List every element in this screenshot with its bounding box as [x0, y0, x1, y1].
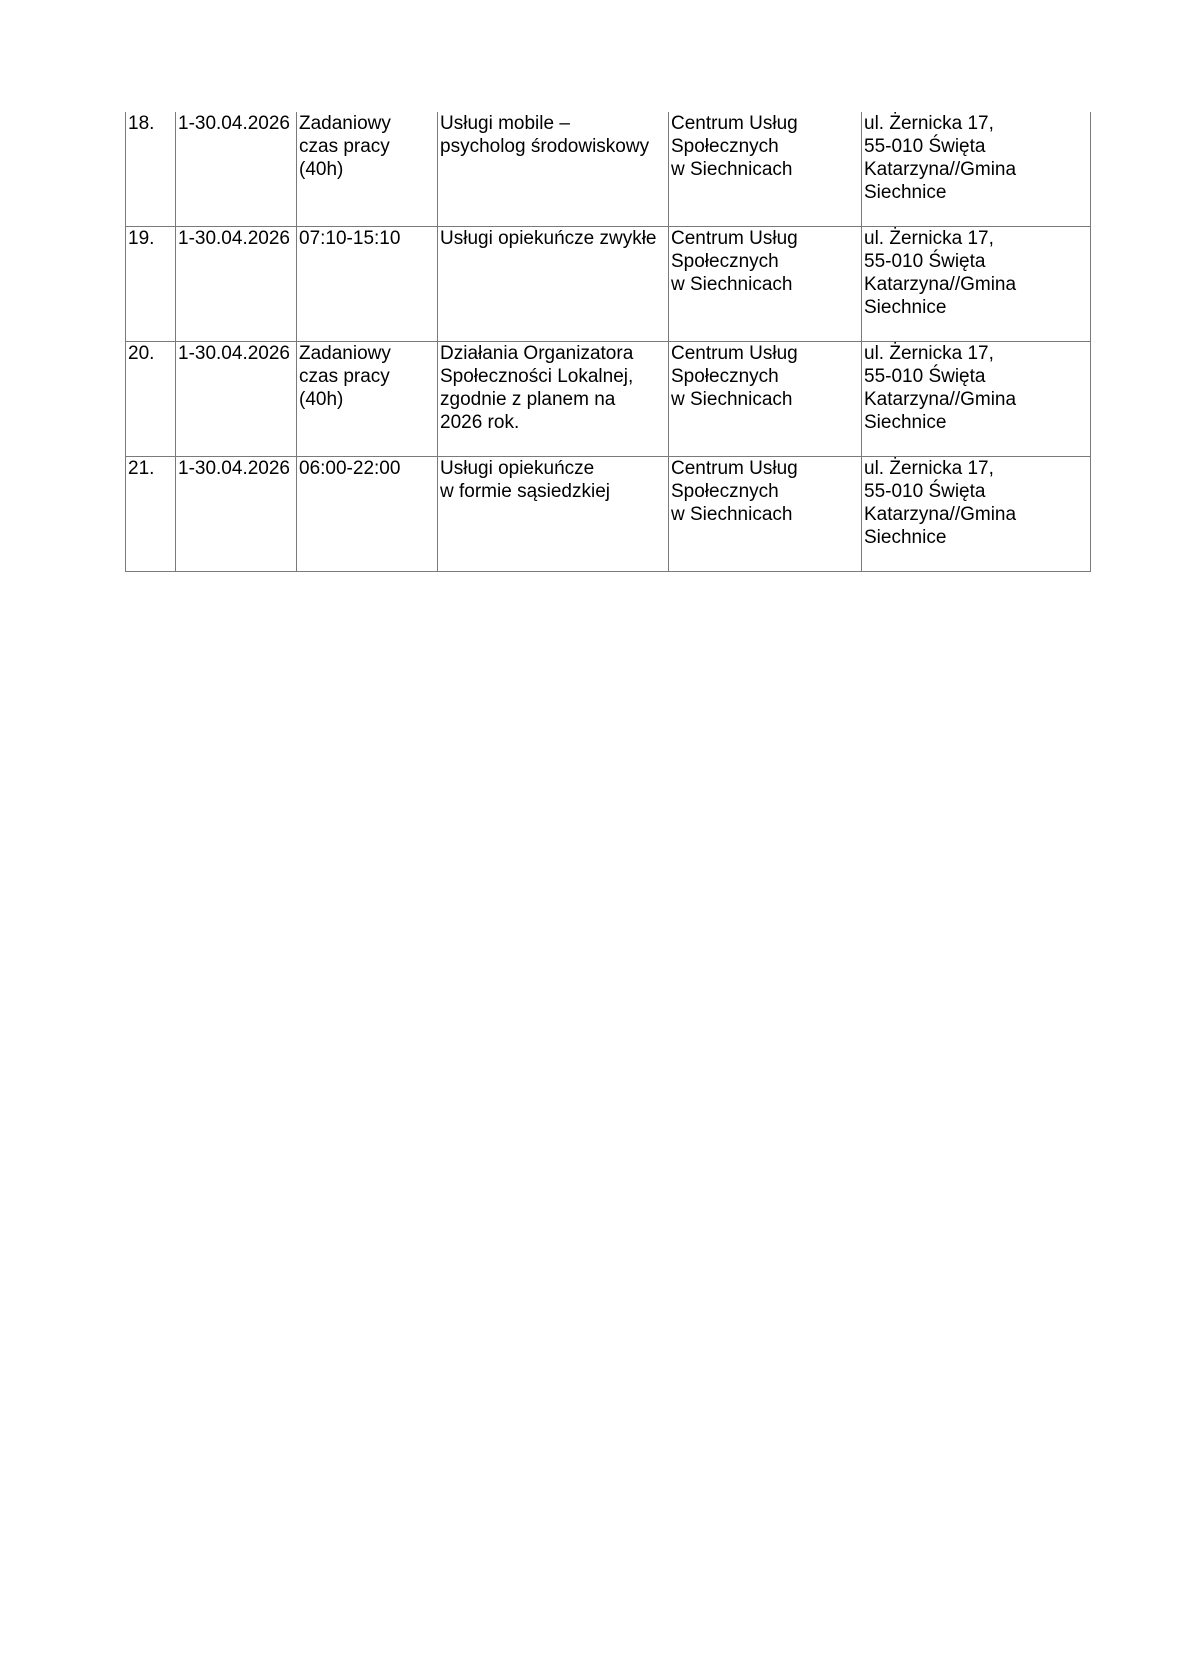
- schedule-table: [125, 112, 1091, 572]
- date-cell: 1-30.04.2026: [176, 342, 297, 457]
- service-cell: Usługi mobile – psycholog środowiskowy: [438, 112, 669, 227]
- organizer-cell: Centrum Usług Społecznych w Siechnicach: [669, 457, 862, 572]
- organizer-cell: Centrum Usług Społecznych w Siechnicach: [669, 112, 862, 227]
- table-row: [126, 112, 1091, 227]
- time-cell: 07:10-15:10: [297, 227, 438, 342]
- row-number-cell: 21.: [126, 457, 176, 572]
- row-number-cell: 19.: [126, 227, 176, 342]
- time-cell: Zadaniowy czas pracy (40h): [297, 342, 438, 457]
- service-cell: Działania Organizatora Społeczności Lokalnej, zgodnie z planem na 2026 rok.: [438, 342, 669, 457]
- date-cell: 1-30.04.2026: [176, 227, 297, 342]
- time-cell: Zadaniowy czas pracy (40h): [297, 112, 438, 227]
- table-row: [126, 457, 1091, 572]
- time-cell: 06:00-22:00: [297, 457, 438, 572]
- table-row: [126, 342, 1091, 457]
- table-row: [126, 227, 1091, 342]
- date-cell: 1-30.04.2026: [176, 112, 297, 227]
- service-cell: Usługi opiekuńcze w formie sąsiedzkiej: [438, 457, 669, 572]
- row-number-cell: 20.: [126, 342, 176, 457]
- date-cell: 1-30.04.2026: [176, 457, 297, 572]
- address-cell: ul. Żernicka 17, 55-010 Święta Katarzyna//Gmina Siechnice: [862, 112, 1091, 227]
- organizer-cell: Centrum Usług Społecznych w Siechnicach: [669, 342, 862, 457]
- row-number-cell: 18.: [126, 112, 176, 227]
- organizer-cell: Centrum Usług Społecznych w Siechnicach: [669, 227, 862, 342]
- service-cell: Usługi opiekuńcze zwykłe: [438, 227, 669, 342]
- address-cell: ul. Żernicka 17, 55-010 Święta Katarzyna//Gmina Siechnice: [862, 342, 1091, 457]
- address-cell: ul. Żernicka 17, 55-010 Święta Katarzyna//Gmina Siechnice: [862, 227, 1091, 342]
- address-cell: ul. Żernicka 17, 55-010 Święta Katarzyna//Gmina Siechnice: [862, 457, 1091, 572]
